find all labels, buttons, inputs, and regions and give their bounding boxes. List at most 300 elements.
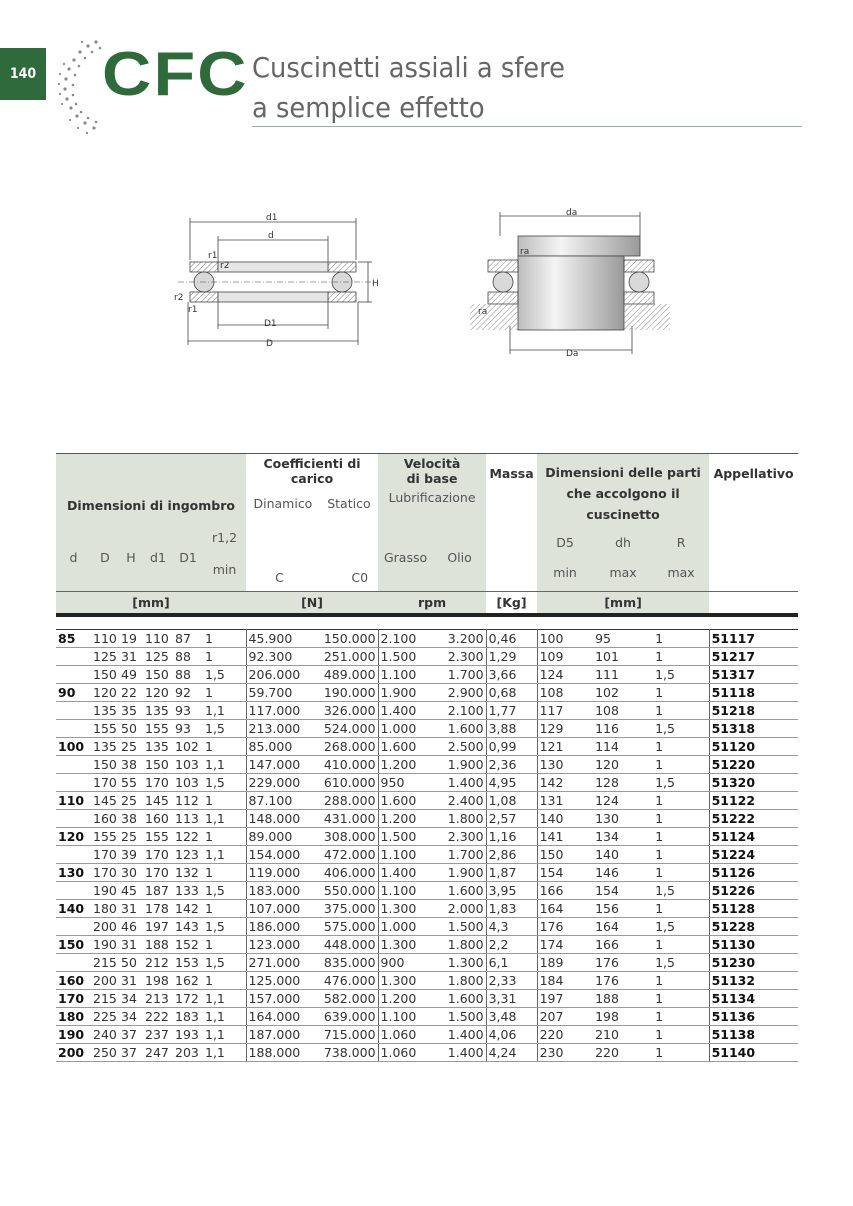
cell-d1: 237 (143, 1025, 173, 1043)
cell-r: 1,5 (203, 917, 246, 935)
cell-d (56, 809, 91, 827)
cell-H: 25 (119, 791, 143, 809)
cell-o: 2.400 (433, 791, 486, 809)
table-row (56, 683, 798, 701)
cell-m: 4,95 (486, 773, 537, 791)
cell-D: 120 (91, 683, 119, 701)
unit-rpm: rpm (378, 591, 486, 615)
cell-R: 1 (653, 899, 709, 917)
cell-m: 6,1 (486, 953, 537, 971)
col-D: D (91, 525, 119, 591)
cell-r: 1,1 (203, 1007, 246, 1025)
cell-C: 148.000 (246, 809, 313, 827)
cell-D1: 132 (173, 863, 203, 881)
cell-g: 950 (378, 773, 433, 791)
cell-o: 1.500 (433, 917, 486, 935)
cell-H: 39 (119, 845, 143, 863)
page-title (252, 48, 565, 128)
col-d1: d1 (143, 525, 173, 591)
title-divider (252, 126, 802, 127)
table-row (56, 791, 798, 809)
cell-m: 3,88 (486, 719, 537, 737)
cell-D: 200 (91, 971, 119, 989)
cell-R: 1,5 (653, 719, 709, 737)
cell-C0: 738.000 (313, 1043, 378, 1061)
cell-D1: 123 (173, 845, 203, 863)
cell-d1: 155 (143, 719, 173, 737)
cell-d: 110 (56, 791, 91, 809)
cell-r: 1,1 (203, 809, 246, 827)
cell-D: 200 (91, 917, 119, 935)
cell-r: 1,5 (203, 665, 246, 683)
table-row (56, 701, 798, 719)
cell-da: 174 (537, 935, 593, 953)
cell-m: 4,24 (486, 1043, 537, 1061)
table-row (56, 845, 798, 863)
cell-d (56, 755, 91, 773)
cell-r: 1 (203, 899, 246, 917)
cell-R: 1 (653, 845, 709, 863)
cell-D1: 102 (173, 737, 203, 755)
cell-app: 51130 (709, 935, 798, 953)
cell-D1: 103 (173, 755, 203, 773)
label-ra: ra (520, 247, 530, 257)
cell-g: 1.060 (378, 1025, 433, 1043)
title-line-2: a semplice effetto (252, 91, 485, 124)
cell-C: 107.000 (246, 899, 313, 917)
cell-g: 2.100 (378, 629, 433, 647)
cell-da: 197 (537, 989, 593, 1007)
cell-r: 1 (203, 737, 246, 755)
cell-da: 131 (537, 791, 593, 809)
cell-d: 170 (56, 989, 91, 1007)
cell-R: 1 (653, 683, 709, 701)
cell-C0: 251.000 (313, 647, 378, 665)
cell-C: 183.000 (246, 881, 313, 899)
cell-g: 1.060 (378, 1043, 433, 1061)
cell-C: 117.000 (246, 701, 313, 719)
cell-dh: 156 (593, 899, 653, 917)
cell-app: 51124 (709, 827, 798, 845)
cell-C: 164.000 (246, 1007, 313, 1025)
label-D1: D1 (264, 319, 277, 329)
cell-d1: 187 (143, 881, 173, 899)
label-r1: r1 (208, 251, 218, 261)
cell-r: 1 (203, 629, 246, 647)
cell-app: 51132 (709, 971, 798, 989)
cell-dh: 116 (593, 719, 653, 737)
cell-D: 145 (91, 791, 119, 809)
table-row (56, 755, 798, 773)
cell-o: 1.600 (433, 989, 486, 1007)
cell-app: 51117 (709, 629, 798, 647)
cell-d (56, 773, 91, 791)
cell-m: 2,57 (486, 809, 537, 827)
cell-C0: 406.000 (313, 863, 378, 881)
bearing-table (56, 453, 798, 1062)
cell-dh: 198 (593, 1007, 653, 1025)
cell-D1: 203 (173, 1043, 203, 1061)
cell-m: 1,87 (486, 863, 537, 881)
cell-C: 229.000 (246, 773, 313, 791)
cell-H: 31 (119, 647, 143, 665)
table-row (56, 881, 798, 899)
cell-D1: 93 (173, 719, 203, 737)
cell-m: 1,29 (486, 647, 537, 665)
cell-r: 1,1 (203, 755, 246, 773)
table-row (56, 899, 798, 917)
cell-H: 34 (119, 989, 143, 1007)
table-row (56, 863, 798, 881)
cell-C0: 524.000 (313, 719, 378, 737)
cell-D: 155 (91, 827, 119, 845)
cell-H: 46 (119, 917, 143, 935)
cell-o: 1.900 (433, 863, 486, 881)
col-D5: D5 (556, 534, 574, 550)
cell-da: 141 (537, 827, 593, 845)
unit-mm: [mm] (56, 591, 246, 615)
cell-R: 1,5 (653, 881, 709, 899)
cell-C: 89.000 (246, 827, 313, 845)
cell-d1: 145 (143, 791, 173, 809)
col-R-max: max (667, 564, 695, 580)
cell-C0: 326.000 (313, 701, 378, 719)
cell-D: 190 (91, 881, 119, 899)
cell-o: 2.000 (433, 899, 486, 917)
cell-da: 142 (537, 773, 593, 791)
cell-D: 215 (91, 989, 119, 1007)
cell-H: 37 (119, 1043, 143, 1061)
table-row (56, 809, 798, 827)
cell-C0: 489.000 (313, 665, 378, 683)
cell-o: 1.700 (433, 845, 486, 863)
cell-r: 1,1 (203, 845, 246, 863)
cell-C: 92.300 (246, 647, 313, 665)
cell-o: 1.800 (433, 935, 486, 953)
cell-r: 1 (203, 935, 246, 953)
cell-r: 1,1 (203, 1025, 246, 1043)
cell-r: 1 (203, 647, 246, 665)
cell-d: 200 (56, 1043, 91, 1061)
sub-lubrificazione: Lubrificazione (388, 490, 476, 505)
table-row (56, 989, 798, 1007)
cell-dh: 154 (593, 881, 653, 899)
cell-d1: 150 (143, 755, 173, 773)
cell-d1: 222 (143, 1007, 173, 1025)
table-row (56, 953, 798, 971)
cell-o: 2.500 (433, 737, 486, 755)
cell-D: 135 (91, 701, 119, 719)
cell-app: 51136 (709, 1007, 798, 1025)
cell-D1: 133 (173, 881, 203, 899)
cell-da: 207 (537, 1007, 593, 1025)
cell-dh: 164 (593, 917, 653, 935)
cell-o: 1.600 (433, 719, 486, 737)
col-H: H (119, 525, 143, 591)
cell-app: 51128 (709, 899, 798, 917)
cell-d: 140 (56, 899, 91, 917)
cell-app: 51230 (709, 953, 798, 971)
cell-d (56, 719, 91, 737)
table-row (56, 719, 798, 737)
cell-app: 51320 (709, 773, 798, 791)
cell-r: 1,1 (203, 1043, 246, 1061)
cell-R: 1,5 (653, 917, 709, 935)
bearing-dimension-diagram (168, 210, 383, 350)
cell-d (56, 665, 91, 683)
cell-m: 3,66 (486, 665, 537, 683)
cell-C0: 472.000 (313, 845, 378, 863)
cell-da: 130 (537, 755, 593, 773)
cell-H: 49 (119, 665, 143, 683)
cell-d1: 155 (143, 827, 173, 845)
cell-d (56, 953, 91, 971)
cell-C0: 288.000 (313, 791, 378, 809)
cell-d1: 170 (143, 845, 173, 863)
cell-d1: 170 (143, 773, 173, 791)
cell-C: 154.000 (246, 845, 313, 863)
cell-o: 1.800 (433, 809, 486, 827)
cell-C0: 575.000 (313, 917, 378, 935)
cell-app: 51318 (709, 719, 798, 737)
table-row (56, 773, 798, 791)
cell-dh: 140 (593, 845, 653, 863)
cell-app: 51224 (709, 845, 798, 863)
cell-da: 129 (537, 719, 593, 737)
cell-H: 34 (119, 1007, 143, 1025)
label-r1-lower: r1 (188, 305, 198, 315)
cell-m: 2,33 (486, 971, 537, 989)
cell-r: 1 (203, 683, 246, 701)
cell-o: 2.100 (433, 701, 486, 719)
cell-D1: 87 (173, 629, 203, 647)
cell-app: 51218 (709, 701, 798, 719)
cell-o: 2.300 (433, 827, 486, 845)
cell-app: 51138 (709, 1025, 798, 1043)
cell-H: 31 (119, 971, 143, 989)
label-r2: r2 (220, 261, 230, 271)
cell-R: 1,5 (653, 773, 709, 791)
cell-m: 0,46 (486, 629, 537, 647)
col-D1: D1 (173, 525, 203, 591)
cell-m: 3,48 (486, 1007, 537, 1025)
cell-C0: 476.000 (313, 971, 378, 989)
cell-R: 1 (653, 737, 709, 755)
cell-app: 51122 (709, 791, 798, 809)
cell-R: 1 (653, 989, 709, 1007)
cell-H: 35 (119, 701, 143, 719)
cell-D: 215 (91, 953, 119, 971)
cell-H: 37 (119, 1025, 143, 1043)
cell-d: 190 (56, 1025, 91, 1043)
cell-da: 230 (537, 1043, 593, 1061)
cell-C: 123.000 (246, 935, 313, 953)
col-D5-min: min (553, 564, 577, 580)
cell-o: 3.200 (433, 629, 486, 647)
cell-r: 1 (203, 863, 246, 881)
page-number: 140 (0, 48, 46, 100)
cell-D: 170 (91, 863, 119, 881)
col-C0: C0 (313, 525, 378, 591)
cell-g: 1.000 (378, 719, 433, 737)
cell-D: 170 (91, 773, 119, 791)
cell-da: 154 (537, 863, 593, 881)
cell-g: 1.200 (378, 809, 433, 827)
cell-C: 186.000 (246, 917, 313, 935)
cell-C: 85.000 (246, 737, 313, 755)
cell-C: 147.000 (246, 755, 313, 773)
table-row (56, 1007, 798, 1025)
cell-D1: 122 (173, 827, 203, 845)
cell-d1: 160 (143, 809, 173, 827)
cell-g: 1.900 (378, 683, 433, 701)
cell-d (56, 881, 91, 899)
cell-D1: 153 (173, 953, 203, 971)
cell-r: 1 (203, 971, 246, 989)
cell-R: 1 (653, 791, 709, 809)
cell-g: 1.200 (378, 755, 433, 773)
cell-app: 51226 (709, 881, 798, 899)
cell-m: 1,08 (486, 791, 537, 809)
cell-d: 180 (56, 1007, 91, 1025)
group-mass: Massa (486, 454, 537, 526)
table-row (56, 629, 798, 647)
cell-D1: 88 (173, 647, 203, 665)
cell-R: 1 (653, 647, 709, 665)
cell-C: 187.000 (246, 1025, 313, 1043)
cell-m: 3,95 (486, 881, 537, 899)
cell-da: 121 (537, 737, 593, 755)
cell-C: 188.000 (246, 1043, 313, 1061)
cell-d: 85 (56, 629, 91, 647)
cell-m: 2,36 (486, 755, 537, 773)
cell-dh: 188 (593, 989, 653, 1007)
cell-r: 1 (203, 791, 246, 809)
group-designation: Appellativo (709, 454, 798, 526)
cell-D: 190 (91, 935, 119, 953)
cell-dh: 102 (593, 683, 653, 701)
cell-g: 1.100 (378, 881, 433, 899)
cell-dh: 114 (593, 737, 653, 755)
cell-C0: 268.000 (313, 737, 378, 755)
cell-D1: 142 (173, 899, 203, 917)
cell-d1: 213 (143, 989, 173, 1007)
label-Da: Da (566, 349, 579, 358)
cell-d (56, 701, 91, 719)
cell-r: 1,5 (203, 881, 246, 899)
cell-da: 166 (537, 881, 593, 899)
cell-g: 1.300 (378, 971, 433, 989)
label-d1: d1 (266, 213, 278, 223)
cell-da: 164 (537, 899, 593, 917)
cell-g: 1.300 (378, 935, 433, 953)
cell-d1: 110 (143, 629, 173, 647)
cell-o: 2.900 (433, 683, 486, 701)
cell-d1: 188 (143, 935, 173, 953)
cell-C0: 431.000 (313, 809, 378, 827)
cell-R: 1,5 (653, 953, 709, 971)
cell-D1: 103 (173, 773, 203, 791)
cell-d: 100 (56, 737, 91, 755)
cell-D1: 152 (173, 935, 203, 953)
cell-D1: 183 (173, 1007, 203, 1025)
unit-N: [N] (246, 591, 378, 615)
cell-D: 250 (91, 1043, 119, 1061)
sub-dinamico: Dinamico (253, 496, 313, 511)
cell-D: 240 (91, 1025, 119, 1043)
cell-C: 45.900 (246, 629, 313, 647)
cell-H: 38 (119, 755, 143, 773)
col-dh: dh (615, 534, 631, 550)
cell-D1: 93 (173, 701, 203, 719)
cell-D: 170 (91, 845, 119, 863)
group-dimensions: Dimensioni di ingombro (56, 454, 246, 526)
cell-H: 30 (119, 863, 143, 881)
cell-C0: 410.000 (313, 755, 378, 773)
cell-C: 157.000 (246, 989, 313, 1007)
col-R: R (676, 534, 686, 550)
cell-d1: 212 (143, 953, 173, 971)
cell-d1: 120 (143, 683, 173, 701)
cell-C0: 448.000 (313, 935, 378, 953)
cell-D1: 143 (173, 917, 203, 935)
cell-app: 51228 (709, 917, 798, 935)
cell-H: 25 (119, 827, 143, 845)
cell-o: 1.400 (433, 1043, 486, 1061)
label-r2-lower: r2 (174, 293, 184, 303)
cell-dh: 120 (593, 755, 653, 773)
cell-d: 120 (56, 827, 91, 845)
cell-m: 4,3 (486, 917, 537, 935)
cell-H: 50 (119, 953, 143, 971)
cell-C0: 190.000 (313, 683, 378, 701)
table-row (56, 935, 798, 953)
unit-mm-2: [mm] (537, 591, 709, 615)
cell-D: 150 (91, 665, 119, 683)
cell-m: 2,2 (486, 935, 537, 953)
cell-g: 1.100 (378, 665, 433, 683)
cell-g: 900 (378, 953, 433, 971)
cell-d1: 198 (143, 971, 173, 989)
col-d: d (56, 525, 91, 591)
cell-g: 1.600 (378, 737, 433, 755)
cell-g: 1.100 (378, 845, 433, 863)
label-ra-lower: ra (478, 307, 488, 317)
cell-dh: 111 (593, 665, 653, 683)
cell-d: 90 (56, 683, 91, 701)
cell-C: 119.000 (246, 863, 313, 881)
cell-d (56, 917, 91, 935)
cell-app: 51120 (709, 737, 798, 755)
cell-D1: 113 (173, 809, 203, 827)
cell-d: 150 (56, 935, 91, 953)
label-d: d (268, 231, 274, 241)
cell-d1: 197 (143, 917, 173, 935)
mounting-dimension-diagram (470, 206, 670, 358)
table-row (56, 647, 798, 665)
cell-D: 180 (91, 899, 119, 917)
cell-C0: 639.000 (313, 1007, 378, 1025)
cell-R: 1 (653, 863, 709, 881)
brand-logo: CFC (102, 40, 249, 109)
cell-app: 51317 (709, 665, 798, 683)
cell-r: 1 (203, 827, 246, 845)
cell-o: 1.600 (433, 881, 486, 899)
cell-m: 1,83 (486, 899, 537, 917)
cell-C: 87.100 (246, 791, 313, 809)
cell-d: 130 (56, 863, 91, 881)
cell-da: 189 (537, 953, 593, 971)
